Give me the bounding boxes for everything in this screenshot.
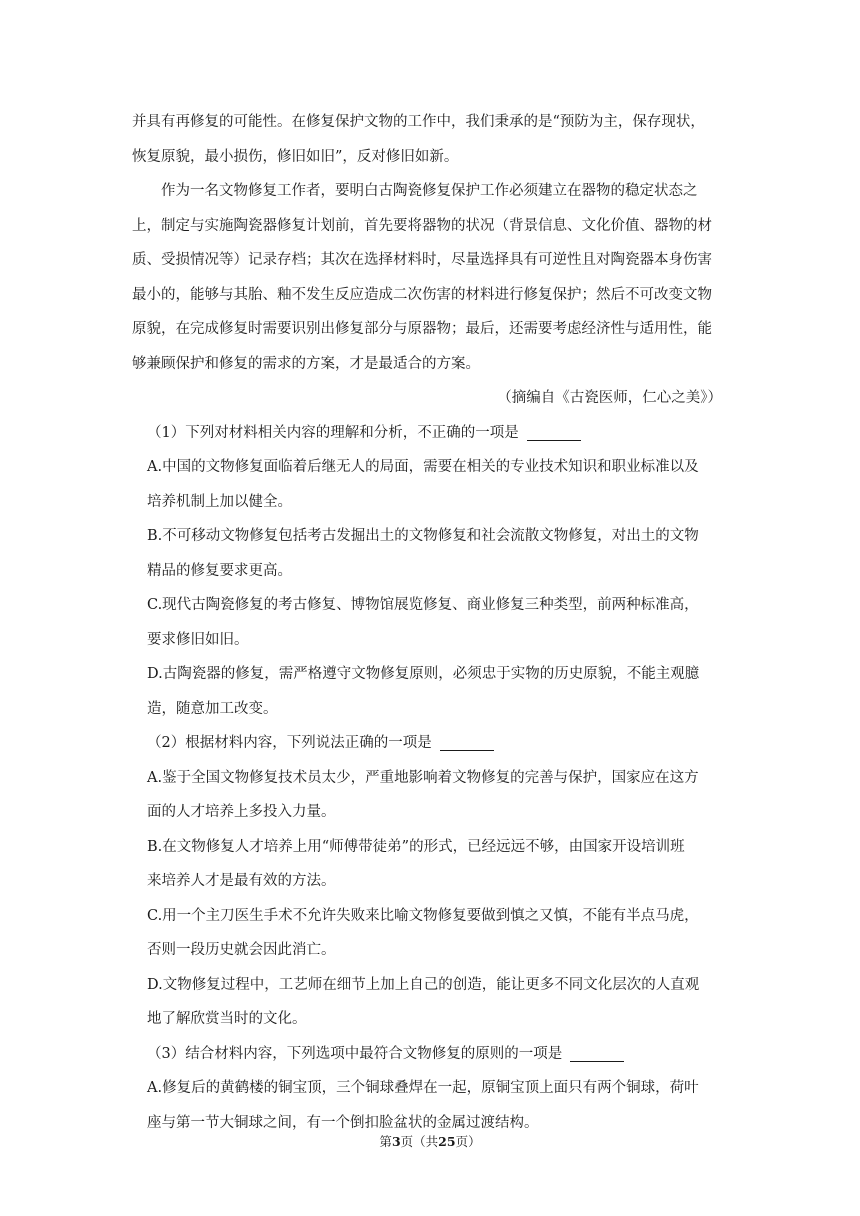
passage-line: 作为一名文物修复工作者，要明白古陶瓷修复保护工作必须建立在器物的稳定状态之 [161,183,698,199]
option-line: B.在文物修复人才培养上用“师傅带徒弟”的形式，已经远远不够，由国家开设培训班 [147,838,685,855]
footer-middle: 页（共 [400,1134,439,1149]
passage-line: 上，制定与实施陶瓷器修复计划前，首先要将器物的状况（背景信息、文化价值、器物的材 [132,217,712,234]
answer-blank [440,732,494,751]
passage-line: 够兼顾保护和修复的需求的方案，才是最适合的方案。 [132,355,480,372]
option-line: D.文物修复过程中，工艺师在细节上加上自己的创造，能让更多不同文化层次的人直观 [147,976,700,993]
passage-line: 最小的，能够与其胎、釉不发生反应造成二次伤害的材料进行修复保护；然后不可改变文物 [132,286,712,303]
source-citation: （摘编自《古瓷医师，仁心之美》） [497,390,722,406]
page-total: 25 [438,1134,456,1149]
footer-prefix: 第 [379,1134,392,1149]
option-line: B.不可移动文物修复包括考古发掘出土的文物修复和社会流散文物修复，对出土的文物 [147,528,699,544]
option-line: 否则一段历史就会因此消亡。 [147,942,336,958]
option-line: A.修复后的黄鹤楼的铜宝顶，三个铜球叠焊在一起，原铜宝顶上面只有两个铜球，荷叶 [147,1080,699,1096]
question-stem [132,726,732,761]
answer-blank [570,1043,624,1062]
option-line: 来培养人才是最有效的方法。 [147,873,336,889]
question-stem [132,1037,732,1072]
page-number: 3 [391,1134,401,1149]
question-stem [132,416,732,451]
option-line: 座与第一节大铜球之间，有一个倒扣脸盆状的金属过渡结构。 [147,1114,539,1131]
option-line: 地了解欣赏当时的文化。 [147,1011,307,1027]
passage-line: 质、受损情况等）记录存档；其次在选择材料时，尽量选择具有可逆性且对陶瓷器本身伤害 [132,252,712,268]
footer-suffix: 页） [455,1134,481,1149]
passage-line: 并具有再修复的可能性。在修复保护文物的工作中，我们秉承的是“预防为主，保存现状， [132,114,705,130]
question-text: （1）下列对材料相关内容的理解和分析，不正确的一项是 [147,424,519,441]
question-text: （3）结合材料内容，下列选项中最符合文物修复的原则的一项是 [147,1045,563,1062]
passage-line: 原貌，在完成修复时需要识别出修复部分与原器物；最后，还需要考虑经济性与适用性，能 [132,321,712,337]
option-line: 面的人才培养上多投入力量。 [147,804,336,820]
answer-blank [527,422,581,441]
page-footer [0,1133,860,1151]
option-line: A.中国的文物修复面临着后继无人的局面，需要在相关的专业技术知识和职业标准以及 [147,459,699,475]
option-line: C.用一个主刀医生手术不允许失败来比喻文物修复要做到慎之又慎，不能有半点马虎， [147,907,699,924]
option-line: C.现代古陶瓷修复的考古修复、博物馆展览修复、商业修复三种类型，前两种标准高， [147,597,699,613]
question-text: （2）根据材料内容，下列说法正确的一项是 [147,735,432,751]
option-line: D.古陶瓷器的修复，需严格遵守文物修复原则，必须忠于实物的历史原貌，不能主观臆 [147,666,700,682]
option-line: 精品的修复要求更高。 [147,562,292,579]
option-line: 培养机制上加以健全。 [147,493,292,510]
document-body [132,105,732,1140]
option-line: 要求修旧如旧。 [147,631,249,648]
option-line: A.鉴于全国文物修复技术员太少，严重地影响着文物修复的完善与保护，国家应在这方 [147,769,699,786]
passage-line: 恢复原貌，最小损伤，修旧如旧”，反对修旧如新。 [132,148,459,165]
option-line: 造，随意加工改变。 [147,700,278,717]
